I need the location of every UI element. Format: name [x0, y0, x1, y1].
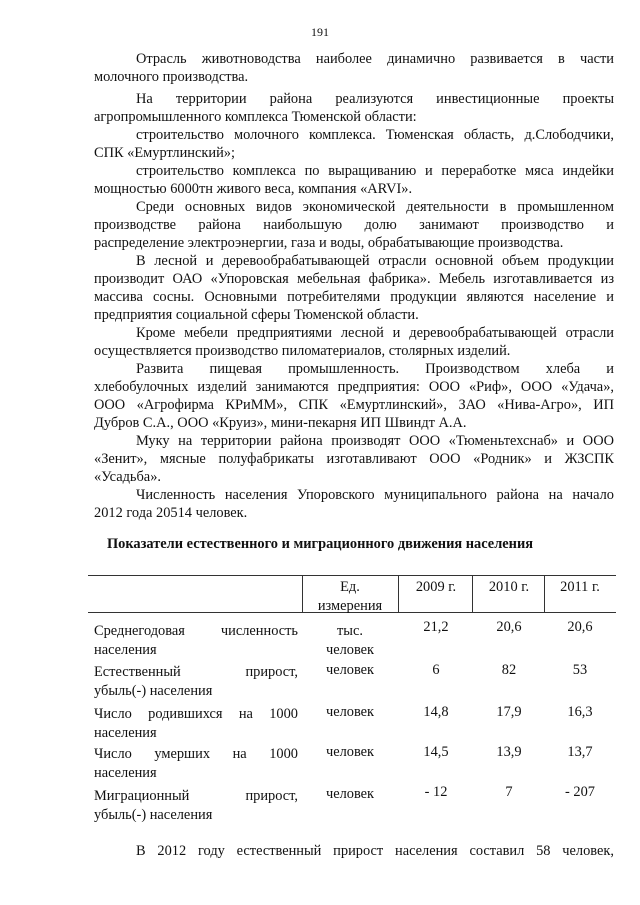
row-label-line: населения: [94, 642, 157, 658]
paragraph-line: 2012 года 20514 человек.: [94, 505, 248, 521]
row-value-2010: 7: [505, 784, 513, 800]
row-label-line: населения: [94, 725, 157, 741]
row-value-2009: 6: [432, 662, 440, 678]
paragraph-line: распределение электроэнергии, газа и воды, обрабатывающие производства.: [94, 235, 564, 251]
row-value-2011: 13,7: [567, 744, 593, 760]
paragraph-line: Среди основных видов экономической деятельности в промышленном: [136, 199, 614, 215]
row-value-2010: 20,6: [496, 619, 522, 635]
paragraph-line: Кроме мебели предприятиями лесной и деревообрабатывающей отрасли: [136, 325, 614, 341]
paragraph-line: осуществляется производство пиломатериалов, столярных изделий.: [94, 343, 511, 359]
paragraph-line: На территории района реализуются инвестиционные проекты: [136, 91, 614, 107]
row-unit: человек: [325, 662, 375, 678]
paragraph-line: «Усадьба».: [94, 469, 161, 485]
paragraph-line: ООО «Агрофирма КРиММ», СПК «Емуртлинский», ЗАО «Нива-Агро», ИП: [94, 397, 614, 413]
row-label-line: Число родившихся на 1000: [94, 706, 298, 722]
row-label-line: убыль(-) населения: [94, 807, 213, 823]
row-value-2009: 14,5: [423, 744, 449, 760]
paragraph-line: В лесной и деревообрабатывающей отрасли основной объем продукции: [136, 253, 614, 269]
row-unit: человек: [325, 704, 375, 720]
row-value-2011: 53: [572, 662, 588, 678]
row-value-2009: - 12: [424, 784, 448, 800]
header-unit-line: измерения: [317, 598, 383, 614]
paragraph-line: Муку на территории района производят ООО «Тюменьтехснаб» и ООО: [136, 433, 614, 449]
table-header-unit: [304, 578, 396, 616]
row-label: [94, 745, 298, 783]
paragraph-line: Численность населения Упоровского муниципального района на начало: [136, 487, 614, 503]
row-label-line: Миграционный прирост,: [94, 788, 298, 804]
page-number: 191: [311, 25, 329, 39]
row-value-2011: 16,3: [567, 704, 593, 720]
table-divider: [544, 576, 545, 612]
paragraph-line: СПК «Емуртлинский»;: [94, 145, 235, 161]
row-label: [94, 663, 298, 701]
paragraph-line: строительство молочного комплекса. Тюменская область, д.Слободчики,: [136, 127, 614, 143]
row-value-2010: 13,9: [496, 744, 522, 760]
row-value-2010: 17,9: [496, 704, 522, 720]
paragraph-line: «Зенит», мясные полуфабрикаты изготавливают ООО «Родник» и ЖЗСПК: [94, 451, 614, 467]
header-unit-line: Ед.: [340, 579, 360, 595]
table-title: Показатели естественного и миграционного движения населения: [106, 536, 534, 552]
paragraph-line: молочного производства.: [94, 69, 249, 85]
table-divider: [472, 576, 473, 612]
row-label: [94, 622, 298, 660]
table-header-2010: 2010 г.: [488, 579, 530, 595]
paragraph-line: Отрасль животноводства наиболее динамично развивается в части: [136, 51, 614, 67]
row-unit-line: человек: [325, 642, 375, 658]
row-unit-line: тыс.: [337, 623, 363, 639]
table-divider: [398, 576, 399, 612]
paragraph-line: строительство комплекса по выращиванию и переработке мяса индейки: [136, 163, 614, 179]
table-header-2011: 2011 г.: [560, 579, 600, 595]
paragraph-line: предприятия социальной сферы Тюменской области.: [94, 307, 419, 323]
row-label-line: Среднегодовая численность: [94, 623, 298, 639]
paragraph-line: агропромышленного комплекса Тюменской области:: [94, 109, 417, 125]
row-label: [94, 787, 298, 825]
row-label-line: убыль(-) населения: [94, 683, 213, 699]
paragraph-line: хлебобулочных изделий занимаются предприятия: ООО «Риф», ООО «Удача»,: [94, 379, 614, 395]
row-label-line: Естественный прирост,: [94, 664, 298, 680]
paragraph-line: мощностью 6000тн живого веса, компания «ARVI».: [94, 181, 413, 197]
row-label-line: Число умерших на 1000: [94, 746, 298, 762]
paragraph-line: производит ОАО «Упоровская мебельная фабрика». Мебель изготавливается из: [94, 271, 614, 287]
paragraph-line: Развита пищевая промышленность. Производством хлеба и: [136, 361, 614, 377]
row-label-line: населения: [94, 765, 157, 781]
table-divider: [302, 576, 303, 612]
row-unit: [304, 622, 396, 660]
paragraph-line: производстве района наибольшую долю занимают производство и: [94, 217, 614, 233]
row-value-2009: 21,2: [423, 619, 449, 635]
paragraph-line: Дубров С.А., ООО «Круиз», мини-пекарня ИП Швиндт А.А.: [94, 415, 467, 431]
paragraph-line: В 2012 году естественный прирост населения составил 58 человек,: [136, 843, 614, 859]
row-label: [94, 705, 298, 743]
table-header-2009: 2009 г.: [415, 579, 457, 595]
row-unit: человек: [325, 786, 375, 802]
row-value-2011: 20,6: [567, 619, 593, 635]
row-unit: человек: [325, 744, 375, 760]
paragraph-line: массива сосны. Основными потребителями продукции являются население и: [94, 289, 614, 305]
row-value-2010: 82: [501, 662, 517, 678]
row-value-2009: 14,8: [423, 704, 449, 720]
table-top-rule: [88, 575, 616, 576]
row-value-2011: - 207: [565, 784, 595, 800]
